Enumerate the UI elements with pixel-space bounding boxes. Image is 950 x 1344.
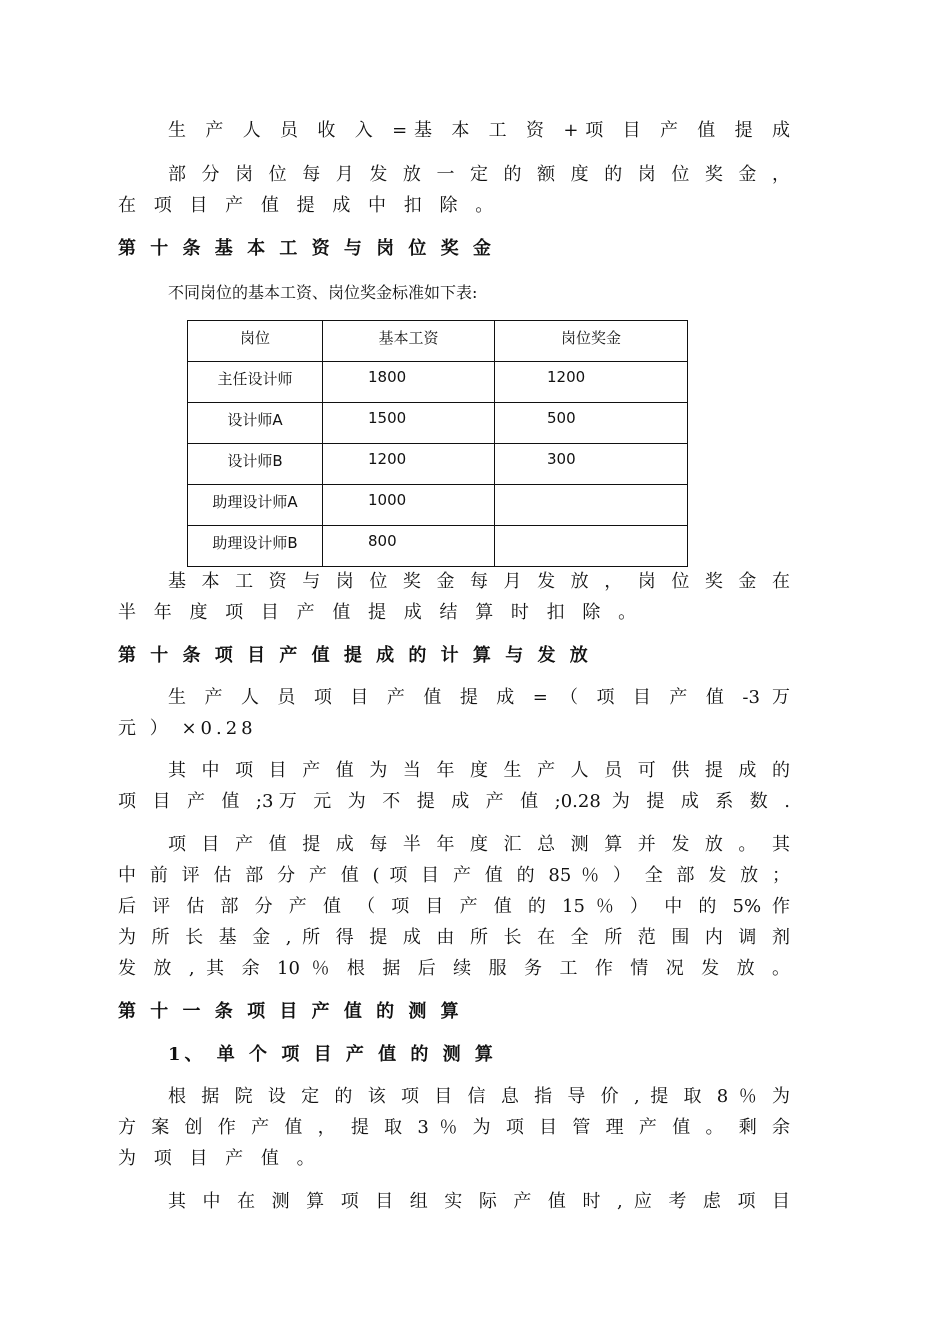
cell-position-bonus <box>495 485 688 526</box>
calculation-line-1: 根 据 院 设 定 的 该 项 目 信 息 指 导 价 , 提 取 8 ％ 为 <box>168 1086 790 1107</box>
definition-line-2: 项 目 产 值 ;3万 元 为 不 提 成 产 值 ;0.28 为 提 成 系 数 . <box>118 791 790 812</box>
header-base-salary: 基本工资 <box>323 321 495 362</box>
cell-position-bonus: 500 <box>495 403 688 444</box>
cell-base-salary: 1000 <box>323 485 495 526</box>
pay-note-line-2: 半 年 度 项 目 产 值 提 成 结 算 时 扣 除 。 <box>118 602 643 623</box>
cell-position: 助理设计师B <box>188 526 323 567</box>
definition-line-1: 其 中 项 目 产 值 为 当 年 度 生 产 人 员 可 供 提 成 的 <box>168 760 790 781</box>
cell-position-bonus <box>495 526 688 567</box>
calculation-line-2: 方 案 创 作 产 值 ， 提 取 3 ％ 为 项 目 管 理 产 值 。 剩 余 <box>118 1117 790 1138</box>
distribution-line-3: 后 评 估 部 分 产 值 （ 项 目 产 值 的 15 ％ ） 中 的 5% 作 <box>118 896 790 917</box>
table-row <box>188 485 688 526</box>
wage-table <box>187 320 688 567</box>
cell-position: 设计师B <box>188 444 323 485</box>
article-10b-title: 第 十 条 项 目 产 值 提 成 的 计 算 与 发 放 <box>118 645 592 666</box>
table-row <box>188 444 688 485</box>
pay-note-line-1: 基 本 工 资 与 岗 位 奖 金 每 月 发 放 ， 岗 位 奖 金 在 <box>168 571 790 592</box>
header-position: 岗位 <box>188 321 323 362</box>
distribution-line-1: 项 目 产 值 提 成 每 半 年 度 汇 总 测 算 并 发 放 。 其 <box>168 834 790 855</box>
distribution-line-4: 为 所 长 基 金 , 所 得 提 成 由 所 长 在 全 所 范 围 内 调 剂 <box>118 927 790 948</box>
cell-position: 助理设计师A <box>188 485 323 526</box>
commission-formula-line-2: 元 ） ×0.28 <box>118 718 257 739</box>
bonus-note-line-1: 部 分 岗 位 每 月 发 放 一 定 的 额 度 的 岗 位 奖 金 ， <box>168 164 790 185</box>
cell-position-bonus: 1200 <box>495 362 688 403</box>
bonus-note-line-2: 在 项 目 产 值 提 成 中 扣 除 。 <box>118 195 500 216</box>
article-11-title: 第 十 一 条 项 目 产 值 的 测 算 <box>118 1001 463 1022</box>
table-row <box>188 526 688 567</box>
article-10-title: 第 十 条 基 本 工 资 与 岗 位 奖 金 <box>118 238 495 259</box>
table-row <box>188 362 688 403</box>
cell-base-salary: 1200 <box>323 444 495 485</box>
cell-position: 设计师A <box>188 403 323 444</box>
income-formula: 生 产 人 员 收 入 =基 本 工 资 +项 目 产 值 提 成 <box>168 120 790 141</box>
distribution-line-5: 发 放 , 其 余 10 ％ 根 据 后 续 服 务 工 作 情 况 发 放 。 <box>118 958 790 979</box>
cell-position-bonus: 300 <box>495 444 688 485</box>
final-line-1: 其 中 在 测 算 项 目 组 实 际 产 值 时 , 应 考 虑 项 目 <box>168 1191 790 1212</box>
table-row <box>188 403 688 444</box>
table-header-row <box>188 321 688 362</box>
table-intro: 不同岗位的基本工资、岗位奖金标准如下表: <box>168 283 478 302</box>
cell-base-salary: 1800 <box>323 362 495 403</box>
section-1-title: 1、 单 个 项 目 产 值 的 测 算 <box>168 1044 497 1065</box>
calculation-line-3: 为 项 目 产 值 。 <box>118 1148 321 1169</box>
commission-formula-line-1: 生 产 人 员 项 目 产 值 提 成 = （ 项 目 产 值 -3 万 <box>168 687 790 708</box>
header-position-bonus: 岗位奖金 <box>495 321 688 362</box>
distribution-line-2: 中 前 评 估 部 分 产 值 ( 项 目 产 值 的 85 ％ ） 全 部 发 放 ； <box>118 865 790 886</box>
cell-base-salary: 800 <box>323 526 495 567</box>
cell-position: 主任设计师 <box>188 362 323 403</box>
cell-base-salary: 1500 <box>323 403 495 444</box>
